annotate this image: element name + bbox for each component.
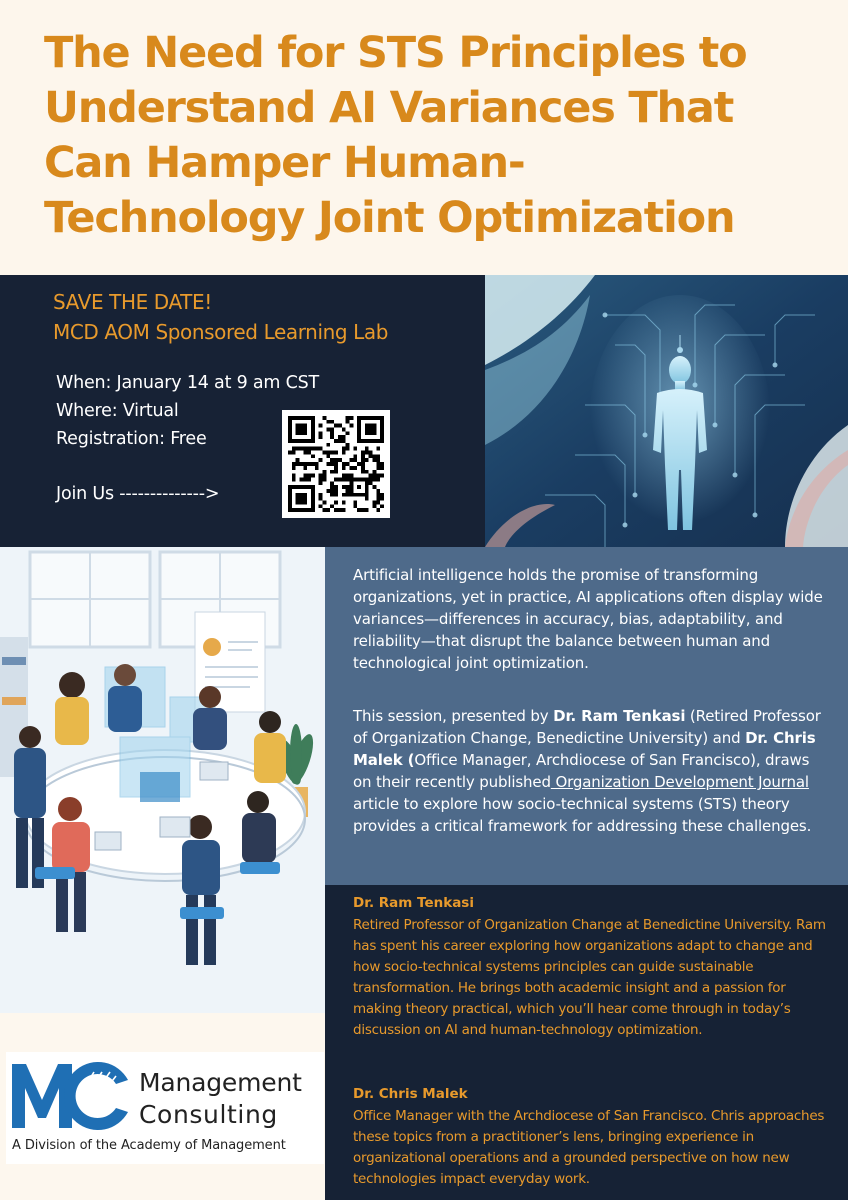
desc-text-c: Office Manager, Archdiocese of San Francisco), draws on their recently published [353, 751, 810, 791]
event-where: Where: Virtual [56, 401, 179, 421]
title-line-4: Technology Joint Optimization [44, 193, 735, 243]
mc-logo-mark [12, 1058, 134, 1132]
logo-line-1: Management [139, 1068, 302, 1097]
description-paragraph-1: Artificial intelligence holds the promise of transforming organizations, yet in practice, AI applications often display wide variances—differences in accuracy, bias, adaptability, and reliability—that disrupt the balance between human and technological joint optimization. [353, 566, 823, 672]
presenter-name-1: Dr. Ram Tenkasi [553, 707, 686, 725]
office-meeting-illustration [0, 547, 325, 1013]
save-the-date: SAVE THE DATE! [53, 290, 212, 314]
join-us-link[interactable]: Join Us --------------> [56, 484, 220, 504]
event-when: When: January 14 at 9 am CST [56, 373, 320, 393]
speaker-1-name: Dr. Ram Tenkasi [353, 895, 474, 911]
ai-figure-image [485, 275, 848, 547]
title-line-2: Understand AI Variances That [44, 83, 734, 133]
page-title [44, 26, 834, 246]
desc-text-b: (Retired Professor of Organization Change, Benedictine University) and [353, 707, 821, 747]
logo-line-2: Consulting [139, 1100, 278, 1129]
registration-qr-code[interactable] [282, 410, 390, 518]
desc-text-a: This session, presented by [353, 707, 554, 725]
journal-link[interactable]: Organization Development Journal [550, 773, 809, 791]
speaker-2-name: Dr. Chris Malek [353, 1086, 468, 1102]
svg-text:MC: MC [12, 1058, 14, 1059]
speaker-1-bio: Retired Professor of Organization Change at Benedictine University. Ram has spent his career exploring how organizations adapt to change and how socio-technical systems principles can guide sustainable transformation. He brings both academic insight and a passion for making theory practical, which you’ll hear come through in today’s discussion on AI and human-technology optimization. [353, 917, 826, 1038]
qr-code-icon [288, 416, 384, 512]
title-line-3: Can Hamper Human- [44, 138, 525, 188]
speaker-2-bio: Office Manager with the Archdiocese of San Francisco. Chris approaches these topics from a practitioner’s lens, bringing experience in organizational operations and a grounded perspective on how new technologies impact everyday work. [353, 1108, 825, 1187]
title-line-1: The Need for STS Principles to [44, 28, 747, 78]
desc-text-d: article to explore how socio-technical systems (STS) theory provides a critical framework for addressing these challenges. [353, 795, 812, 835]
event-registration: Registration: Free [56, 429, 207, 449]
sponsor-line: MCD AOM Sponsored Learning Lab [53, 320, 389, 344]
presenter-name-2: Dr. Chris Malek ( [353, 729, 816, 769]
logo-division-text: A Division of the Academy of Management [12, 1138, 286, 1153]
description-paragraph-2 [353, 705, 823, 837]
